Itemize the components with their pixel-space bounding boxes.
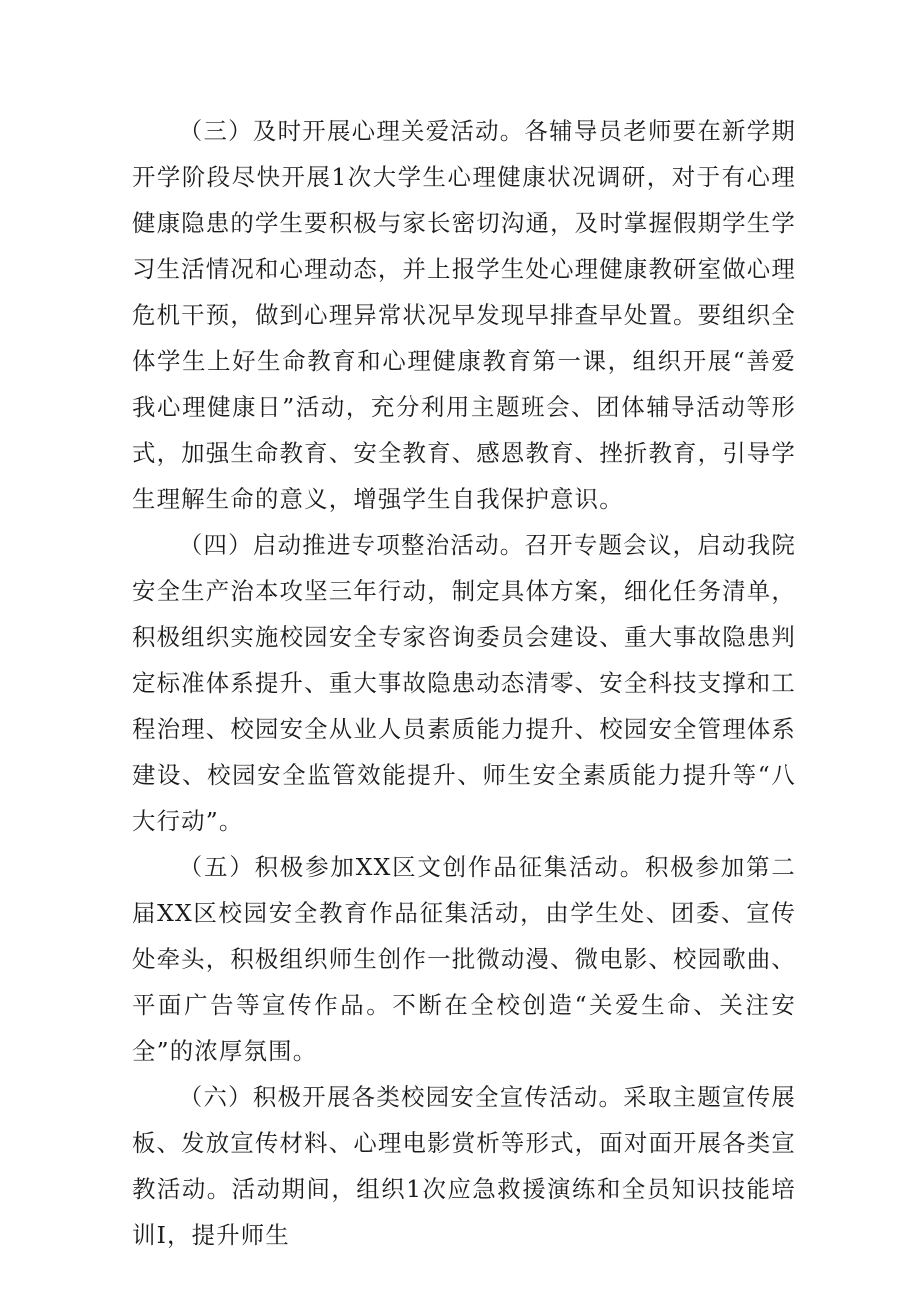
- paragraph-special-rectification: （四）启动推进专项整治活动。召开专题会议，启动我院安全生产治本攻坚三年行动，制定具体方案，细化任务清单，积极组织实施校园安全专家咨询委员会建设、重大事故隐患判定标准体系提升、重大事故隐患动态清零、安全科技支撑和工程治理、校园安全从业人员素质能力提升、校园安全管理体系建设、校园安全监管效能提升、师生安全素质能力提升等“八大行动”。: [132, 531, 796, 835]
- paragraph-creative-works: （五）积极参加XX区文创作品征集活动。积极参加第二届XX区校园安全教育作品征集活动，由学生处、团委、宣传处牵头，积极组织师生创作一批微动漫、微电影、校园歌曲、平面广告等宣传作品。不断在全校创造“关爱生命、关注安全”的浓厚氛围。: [132, 853, 796, 1065]
- document-body: [132, 108, 796, 1258]
- paragraph-psychological-care: （三）及时开展心理关爱活动。各辅导员老师要在新学期开学阶段尽快开展1次大学生心理健康状况调研，对于有心理健康隐患的学生要积极与家长密切沟通，及时掌握假期学生学习生活情况和心理动态，并上报学生处心理健康教研室做心理危机干预，做到心理异常状况早发现早排查早处置。要组织全体学生上好生命教育和心理健康教育第一课，组织开展“善爱我心理健康日”活动，充分利用主题班会、团体辅导活动等形式，加强生命教育、安全教育、感恩教育、挫折教育，引导学生理解生命的意义，增强学生自我保护意识。: [132, 117, 796, 513]
- paragraph-safety-publicity: （六）积极开展各类校园安全宣传活动。采取主题宣传展板、发放宣传材料、心理电影赏析等形式，面对面开展各类宣教活动。活动期间，组织1次应急救援演练和全员知识技能培训I，提升师生: [132, 1083, 796, 1249]
